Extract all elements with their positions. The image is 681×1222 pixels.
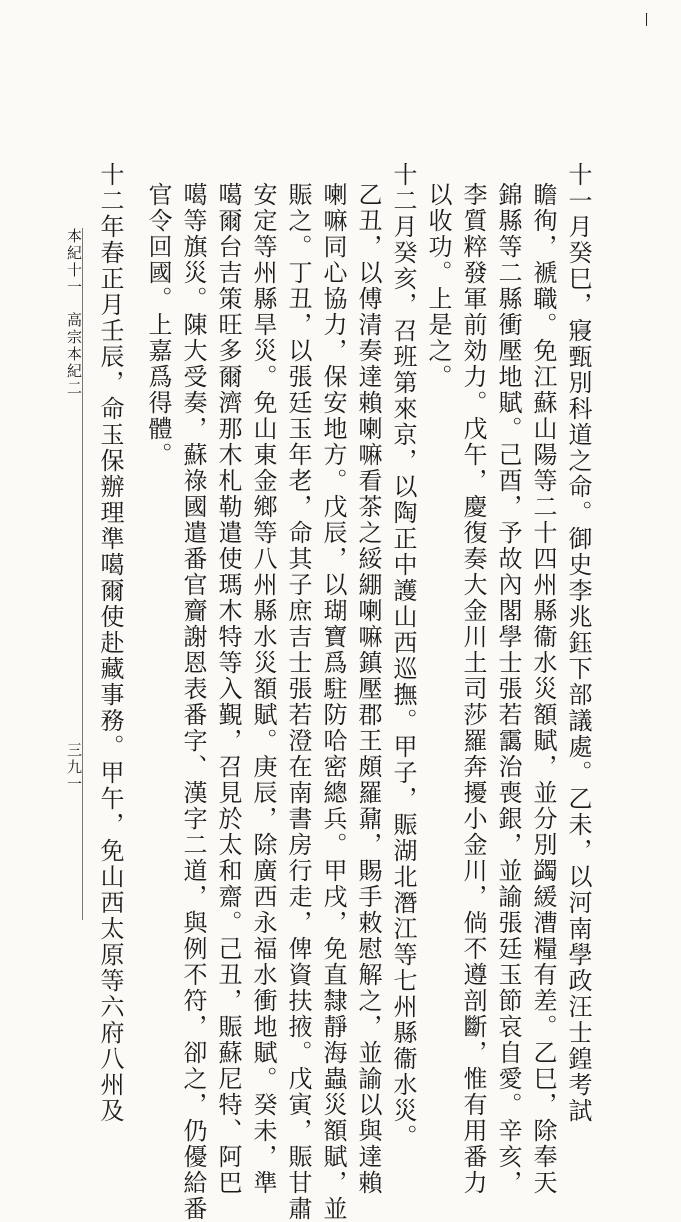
text-column-3: 錦縣等二縣衝壓地賦。己酉，予故內閣學士張若靄治喪銀，並諭張廷玉節哀自愛。辛亥， [494, 182, 522, 1196]
running-head-chapter: 本紀十一 [65, 228, 83, 296]
running-head-title: 高宗本紀二 [65, 312, 83, 397]
page-number: 三九一 [65, 742, 83, 793]
text-column-12: 噶等旗災。陳大受奏，蘇祿國遣番官齎謝恩表番字、漢字二道，與例不符，卻之，仍優給番 [179, 182, 207, 1222]
text-column-9: 賑之。丁丑，以張廷玉年老，命其子庶吉士張若澄在南書房行走，俾資扶掖。戊寅，賑甘肅 [284, 182, 312, 1222]
text-column-10: 安定等州縣旱災。免山東金鄉等八州縣水災額賦。庚辰，除廣西永福水衝地賦。癸未，準 [249, 182, 277, 1196]
text-column-14: 十二年春正月壬辰，命玉保辦理準噶爾使赴藏事務。甲午，免山西太原等六府八州及 [96, 162, 124, 1124]
text-column-7: 乙丑，以傅清奏達賴喇嘛看茶之綏綳喇嘛鎮壓郡王頗羅鼐，賜手敕慰解之，並諭以與達賴 [354, 182, 382, 1196]
text-column-6: 十二月癸亥，召班第來京，以陶正中護山西巡撫。甲子，賑湖北潛江等七州縣衞水災。 [389, 162, 417, 1150]
text-column-1: 十一月癸巳，寢甄別科道之命。御史李兆鈺下部議處。乙未，以河南學政汪士鍠考試 [564, 162, 592, 1124]
text-column-8: 喇嘛同心協力，保安地方。戊辰，以瑚寶爲駐防哈密總兵。甲戌，免直隸靜海蟲災額賦，並 [319, 182, 347, 1222]
text-column-5: 以收功。上是之。 [424, 182, 452, 390]
text-column-2: 瞻徇，褫職。免江蘇山陽等二十四州縣衞水災額賦，並分別蠲緩漕糧有差。乙巳，除奉天 [529, 182, 557, 1196]
page-edge-mark: 〡 [637, 12, 655, 29]
text-column-4: 李質粹發軍前効力。戊午，慶復奏大金川土司莎羅奔擾小金川，倘不遵剖斷，惟有用番力 [459, 182, 487, 1196]
text-column-13: 官令回國。上嘉爲得體。 [144, 182, 172, 468]
text-column-11: 噶爾台吉策旺多爾濟那木札勒遣使瑪木特等入覲，召見於太和齋。己丑，賑蘇尼特、阿巴 [214, 182, 242, 1196]
